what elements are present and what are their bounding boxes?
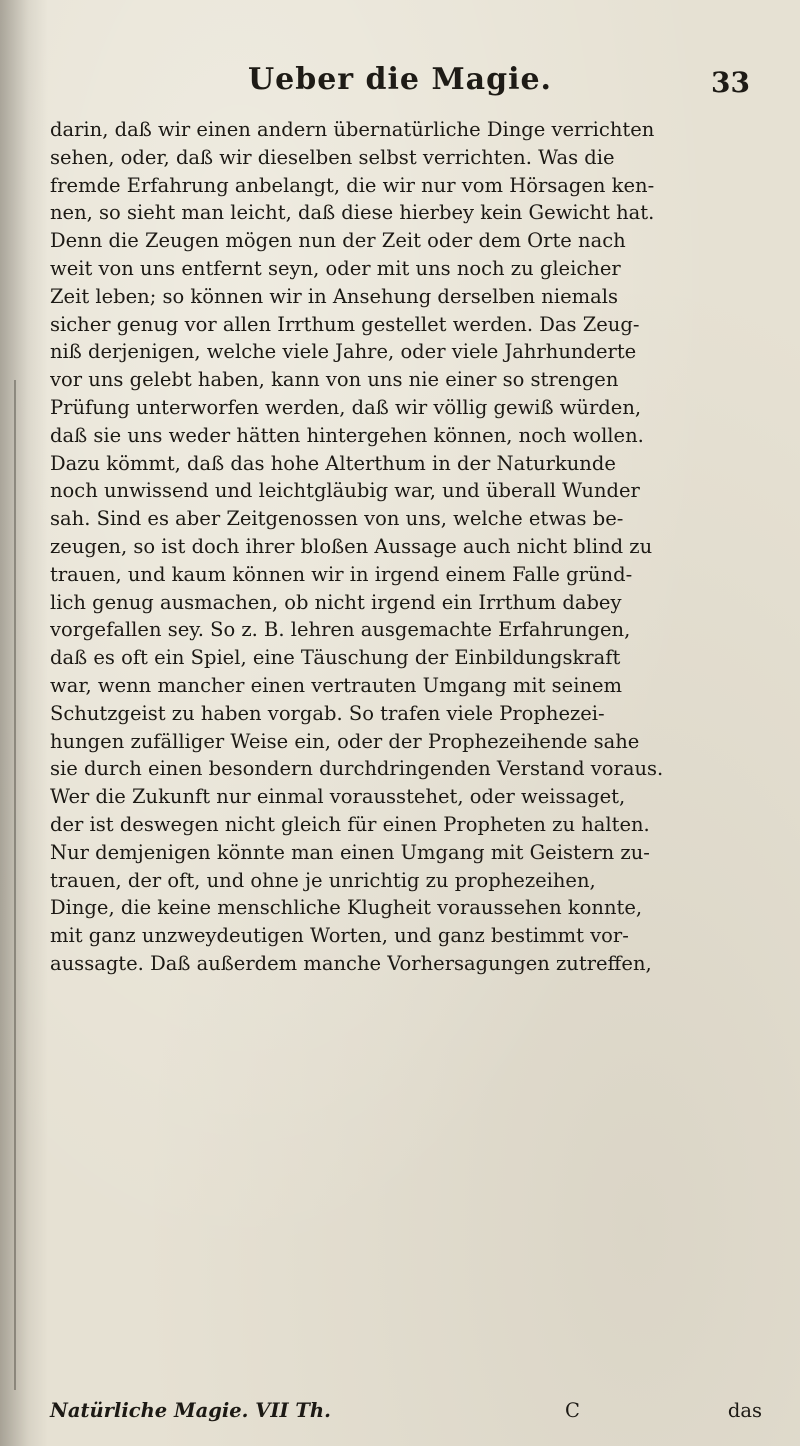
- text-line: Wer die Zukunft nur einmal vorausstehet, oder weissaget,: [50, 785, 626, 809]
- text-line: Zeit leben; so können wir in Ansehung derselben niemals: [50, 284, 618, 308]
- text-line: sehen, oder, daß wir dieselben selbst verrichten. Was die: [50, 145, 615, 169]
- page-header: [0, 62, 800, 112]
- text-line: trauen, der oft, und ohne je unrichtig zu prophezeihen,: [50, 868, 596, 892]
- text-line: fremde Erfahrung anbelangt, die wir nur vom Hörsagen ken-: [50, 173, 655, 197]
- text-line: nen, so sieht man leicht, daß diese hierbey kein Gewicht hat.: [50, 201, 655, 225]
- signature-title: Natürliche Magie.: [50, 1399, 249, 1422]
- body-text: [50, 116, 762, 978]
- text-line: daß sie uns weder hätten hintergehen können, noch wollen.: [50, 423, 644, 447]
- signature-line: [50, 1399, 331, 1422]
- text-line: niß derjenigen, welche viele Jahre, oder viele Jahrhunderte: [50, 340, 637, 364]
- volume-label: VII Th.: [255, 1399, 331, 1422]
- text-line: lich genug ausmachen, ob nicht irgend ein Irrthum dabey: [50, 590, 622, 614]
- text-line: sie durch einen besondern durchdringenden Verstand voraus.: [50, 757, 664, 781]
- sheet-mark: C: [565, 1399, 580, 1422]
- text-line: trauen, und kaum können wir in irgend einem Falle gründ-: [50, 562, 633, 586]
- text-line: Schutzgeist zu haben vorgab. So trafen viele Prophezei-: [50, 701, 605, 725]
- text-line: Denn die Zeugen mögen nun der Zeit oder dem Orte nach: [50, 229, 626, 253]
- text-line: vor uns gelebt haben, kann von uns nie einer so strengen: [50, 368, 619, 392]
- text-line: aussagte. Daß außerdem manche Vorhersagungen zutreffen,: [50, 951, 652, 975]
- running-title: Ueber die Magie.: [247, 62, 553, 97]
- text-line: Prüfung unterworfen werden, daß wir völlig gewiß würden,: [50, 395, 642, 419]
- text-line: war, wenn mancher einen vertrauten Umgang mit seinem: [50, 673, 623, 697]
- text-line: Dazu kömmt, daß das hohe Alterthum in der Naturkunde: [50, 451, 616, 475]
- page-number: 33: [711, 66, 750, 99]
- text-line: darin, daß wir einen andern übernatürliche Dinge verrichten: [50, 118, 655, 141]
- text-line: daß es oft ein Spiel, eine Täuschung der Einbildungskraft: [50, 646, 621, 670]
- gutter-shadow: [0, 0, 48, 1446]
- text-line: zeugen, so ist doch ihrer bloßen Aussage auch nicht blind zu: [50, 534, 653, 558]
- text-line: noch unwissend und leichtgläubig war, und überall Wunder: [50, 479, 640, 503]
- catchword: das: [727, 1399, 762, 1422]
- text-line: sicher genug vor allen Irrthum gestellet werden. Das Zeug-: [50, 312, 640, 336]
- text-line: der ist deswegen nicht gleich für einen Propheten zu halten.: [50, 812, 650, 836]
- text-line: sah. Sind es aber Zeitgenossen von uns, welche etwas be-: [50, 507, 624, 531]
- text-line: weit von uns entfernt seyn, oder mit uns noch zu gleicher: [50, 256, 621, 280]
- page-footer: [50, 1399, 762, 1429]
- text-line: Nur demjenigen könnte man einen Umgang mit Geistern zu-: [50, 840, 650, 864]
- text-line: Dinge, die keine menschliche Klugheit voraussehen konnte,: [50, 896, 643, 920]
- gutter-edge: [14, 380, 16, 1390]
- text-line: mit ganz unzweydeutigen Worten, und ganz bestimmt vor-: [50, 924, 629, 948]
- text-line: hungen zufälliger Weise ein, oder der Prophezeihende sahe: [50, 729, 640, 753]
- text-line: vorgefallen sey. So z. B. lehren ausgemachte Erfahrungen,: [50, 618, 631, 642]
